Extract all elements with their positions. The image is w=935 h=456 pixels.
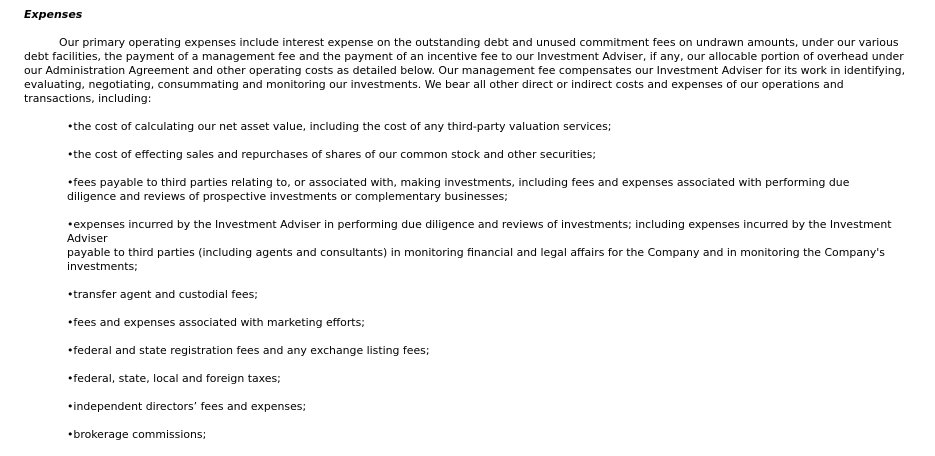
list-item-line: diligence and reviews of prospective investments or complementary businesses; [67,190,508,203]
list-item-line: payable to third parties (including agents and consultants) in monitoring financial and legal affairs for the Company and in monitoring the Company's [67,246,885,259]
list-item [67,344,917,358]
list-item-line: •transfer agent and custodial fees; [67,288,258,301]
list-item [67,428,917,442]
list-item [67,148,917,162]
list-item-line: •federal, state, local and foreign taxes; [67,372,281,385]
list-item-line: •federal and state registration fees and any exchange listing fees; [67,344,430,357]
list-item [67,288,917,302]
list-item-line: •the cost of calculating our net asset value, including the cost of any third-party valuation services; [67,120,612,133]
list-item [67,316,917,330]
intro-paragraph [24,36,914,106]
list-item-line: •independent directors’ fees and expenses; [67,400,307,413]
list-item-line: Adviser [67,232,108,245]
list-item-line: •the cost of effecting sales and repurchases of shares of our common stock and other securities; [67,148,597,161]
expense-list [67,120,917,456]
intro-text: Our primary operating expenses include interest expense on the outstanding debt and unused commitment fees on undrawn amounts, under our various debt facilities, the payment of a management fee and the payment of an incentive fee to our Investment Adviser, if any, our allocable portion of overhead under our Administration Agreement and other operating costs as detailed below. Our management fee compensates our Investment Adviser for its work in identifying, evaluating, negotiating, consummating and monitoring our investments. We bear all other direct or indirect costs and expenses of our operations and transactions, including: [24,36,906,105]
list-item [67,372,917,386]
list-item [67,218,917,274]
list-item [67,120,917,134]
list-item-line: •fees and expenses associated with marketing efforts; [67,316,365,329]
list-item [67,176,917,204]
list-item-line: •fees payable to third parties relating to, or associated with, making investments, including fees and expenses associated with performing due [67,176,850,189]
list-item-line: •brokerage commissions; [67,428,207,441]
list-item-line: investments; [67,260,138,273]
list-item-line: •expenses incurred by the Investment Adviser in performing due diligence and reviews of investments; including expenses incurred by the Investment [67,218,892,231]
list-item [67,400,917,414]
section-heading: Expenses [24,8,83,21]
